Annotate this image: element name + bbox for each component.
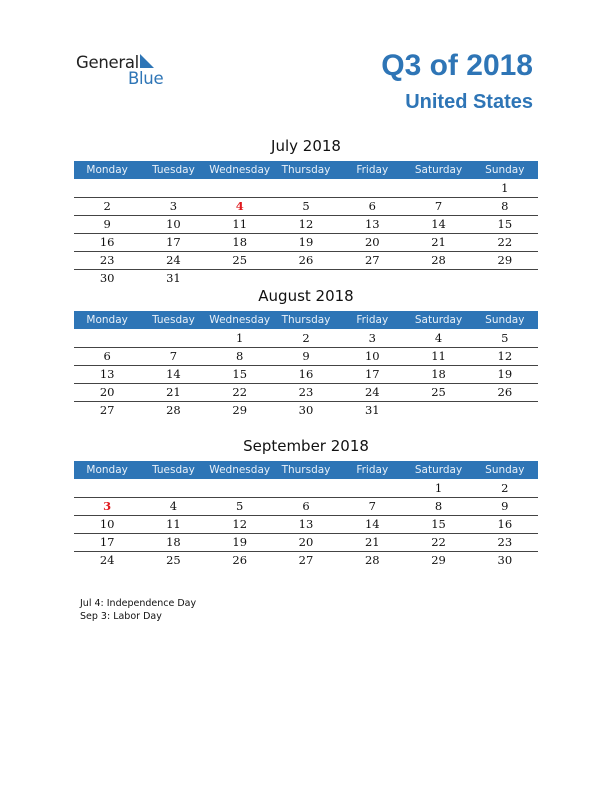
month-title: August 2018 — [258, 287, 354, 305]
day-cell: 1 — [501, 181, 509, 195]
week-row — [74, 401, 538, 419]
weekday-label: Thursday — [281, 164, 331, 176]
page-title: Q3 of 2018 — [381, 49, 533, 82]
holiday-notes — [80, 597, 196, 623]
holiday-day-cell: 3 — [103, 499, 112, 513]
day-cell: 15 — [232, 367, 248, 381]
day-cell: 30 — [497, 553, 513, 567]
day-cell — [472, 401, 538, 419]
day-cell — [472, 269, 538, 287]
week-row — [74, 533, 538, 552]
week-row — [74, 365, 538, 384]
day-cell: 31 — [166, 271, 181, 285]
day-cell: 23 — [298, 385, 314, 399]
week-row — [74, 233, 538, 252]
weekday-label: Friday — [356, 314, 389, 326]
month-title: September 2018 — [243, 437, 369, 455]
day-cell: 10 — [99, 517, 115, 531]
weekday-label: Monday — [86, 164, 128, 176]
weekday-label: Sunday — [485, 464, 525, 476]
day-cell: 6 — [103, 349, 111, 363]
day-cell: 3 — [169, 199, 178, 213]
weekday-header — [74, 161, 538, 179]
day-cell: 26 — [298, 253, 314, 267]
day-cell: 18 — [431, 367, 446, 381]
day-cell: 26 — [497, 385, 513, 399]
day-cell: 14 — [364, 517, 380, 531]
weekday-label: Saturday — [414, 164, 463, 176]
logo-triangle-icon — [140, 54, 154, 68]
week-row — [74, 383, 538, 402]
day-cell: 18 — [166, 535, 181, 549]
day-cell: 24 — [364, 385, 380, 399]
day-cell — [74, 179, 140, 197]
day-cell: 2 — [302, 331, 310, 345]
day-cell — [140, 479, 206, 497]
day-cell — [339, 179, 405, 197]
month-title: July 2018 — [271, 137, 341, 155]
day-cell: 3 — [368, 331, 376, 345]
day-cell: 11 — [166, 517, 181, 531]
day-cell: 11 — [232, 217, 248, 231]
day-cell: 12 — [298, 217, 314, 231]
week-row — [74, 347, 538, 366]
day-cell: 1 — [434, 481, 443, 495]
weekday-label: Sunday — [485, 314, 525, 326]
day-cell: 29 — [232, 403, 248, 417]
day-cell: 14 — [166, 367, 181, 381]
day-cell: 10 — [364, 349, 380, 363]
day-cell: 25 — [431, 385, 446, 399]
holiday-note: Sep 3: Labor Day — [80, 611, 162, 622]
weekday-label: Tuesday — [152, 314, 195, 326]
day-cell: 28 — [166, 403, 181, 417]
day-cell — [273, 269, 339, 287]
day-cell — [140, 179, 206, 197]
day-cell: 17 — [364, 367, 380, 381]
day-cell: 13 — [99, 367, 115, 381]
day-cell — [405, 269, 471, 287]
day-cell: 4 — [169, 499, 178, 513]
week-row — [74, 179, 538, 198]
day-cell — [339, 269, 405, 287]
day-cell: 6 — [368, 199, 376, 213]
weekday-label: Wednesday — [209, 464, 271, 476]
day-cell: 9 — [103, 217, 111, 231]
day-cell: 15 — [497, 217, 513, 231]
weekday-label: Monday — [86, 314, 128, 326]
day-cell: 13 — [364, 217, 380, 231]
day-cell: 10 — [166, 217, 181, 231]
weekday-label: Wednesday — [209, 164, 271, 176]
day-cell: 17 — [166, 235, 181, 249]
day-cell: 20 — [298, 535, 314, 549]
day-cell: 2 — [501, 481, 509, 495]
day-cell: 8 — [501, 199, 509, 213]
weekday-label: Thursday — [281, 314, 331, 326]
day-cell: 16 — [298, 367, 314, 381]
week-row — [74, 269, 538, 287]
day-cell: 27 — [364, 253, 380, 267]
day-cell: 19 — [232, 535, 248, 549]
day-cell: 14 — [431, 217, 446, 231]
week-row — [74, 479, 538, 498]
day-cell: 20 — [364, 235, 380, 249]
day-cell: 2 — [103, 199, 111, 213]
day-cell: 15 — [431, 517, 446, 531]
day-cell: 19 — [497, 367, 513, 381]
day-cell: 24 — [166, 253, 181, 267]
weekday-label: Tuesday — [152, 164, 195, 176]
day-cell: 21 — [431, 235, 446, 249]
brand-name-blue: Blue — [128, 69, 164, 88]
day-cell: 5 — [302, 199, 310, 213]
day-cell: 7 — [169, 349, 178, 363]
day-cell: 30 — [298, 403, 314, 417]
day-cell: 16 — [497, 517, 513, 531]
day-cell: 30 — [99, 271, 115, 285]
weekday-label: Saturday — [414, 314, 463, 326]
weekday-label: Thursday — [281, 464, 331, 476]
day-cell: 11 — [431, 349, 446, 363]
weekday-label: Friday — [356, 164, 389, 176]
day-cell: 8 — [434, 499, 443, 513]
day-cell: 22 — [497, 235, 513, 249]
day-cell: 18 — [232, 235, 248, 249]
weekday-label: Tuesday — [152, 464, 195, 476]
day-cell — [207, 269, 273, 287]
week-row — [74, 329, 538, 348]
day-cell: 28 — [431, 253, 446, 267]
day-cell: 26 — [232, 553, 248, 567]
day-cell — [405, 401, 471, 419]
week-row — [74, 515, 538, 534]
day-cell — [405, 179, 471, 197]
weekday-label: Monday — [86, 464, 128, 476]
day-cell: 1 — [236, 331, 244, 345]
day-cell: 16 — [99, 235, 115, 249]
day-cell — [273, 479, 339, 497]
day-cell: 31 — [364, 403, 380, 417]
day-cell: 8 — [236, 349, 244, 363]
day-cell: 21 — [364, 535, 380, 549]
brand-name-general: General — [76, 53, 139, 72]
holiday-note: Jul 4: Independence Day — [80, 598, 197, 609]
day-cell: 9 — [302, 349, 310, 363]
day-cell: 28 — [364, 553, 380, 567]
day-cell: 23 — [497, 535, 513, 549]
day-cell: 22 — [431, 535, 446, 549]
day-cell: 17 — [99, 535, 115, 549]
day-cell: 20 — [99, 385, 115, 399]
day-cell — [273, 179, 339, 197]
day-cell — [339, 479, 405, 497]
weekday-header — [74, 461, 538, 479]
week-row — [74, 251, 538, 270]
holiday-day-cell: 4 — [235, 199, 244, 213]
day-cell: 25 — [166, 553, 181, 567]
day-cell: 25 — [232, 253, 248, 267]
day-cell: 27 — [99, 403, 115, 417]
day-cell — [74, 329, 140, 347]
day-cell — [74, 479, 140, 497]
day-cell: 12 — [232, 517, 248, 531]
day-cell: 24 — [99, 553, 115, 567]
week-row — [74, 497, 538, 516]
day-cell: 19 — [298, 235, 314, 249]
country-subtitle: United States — [405, 91, 533, 113]
day-cell: 13 — [298, 517, 314, 531]
weekday-label: Saturday — [414, 464, 463, 476]
day-cell: 21 — [166, 385, 181, 399]
weekday-label: Friday — [356, 464, 389, 476]
day-cell: 29 — [431, 553, 446, 567]
week-row — [74, 551, 538, 569]
day-cell: 29 — [497, 253, 513, 267]
day-cell: 7 — [368, 499, 376, 513]
day-cell: 9 — [501, 499, 509, 513]
day-cell — [207, 479, 273, 497]
day-cell: 7 — [434, 199, 443, 213]
week-row — [74, 197, 538, 216]
day-cell: 22 — [232, 385, 248, 399]
day-cell — [207, 179, 273, 197]
week-row — [74, 215, 538, 234]
day-cell: 12 — [497, 349, 513, 363]
day-cell — [140, 329, 206, 347]
day-cell: 5 — [501, 331, 509, 345]
day-cell: 27 — [298, 553, 314, 567]
day-cell: 23 — [99, 253, 115, 267]
day-cell: 5 — [236, 499, 244, 513]
day-cell: 6 — [302, 499, 310, 513]
day-cell: 4 — [434, 331, 443, 345]
weekday-label: Sunday — [485, 164, 525, 176]
weekday-header — [74, 311, 538, 329]
weekday-label: Wednesday — [209, 314, 271, 326]
brand-logo — [76, 52, 176, 92]
